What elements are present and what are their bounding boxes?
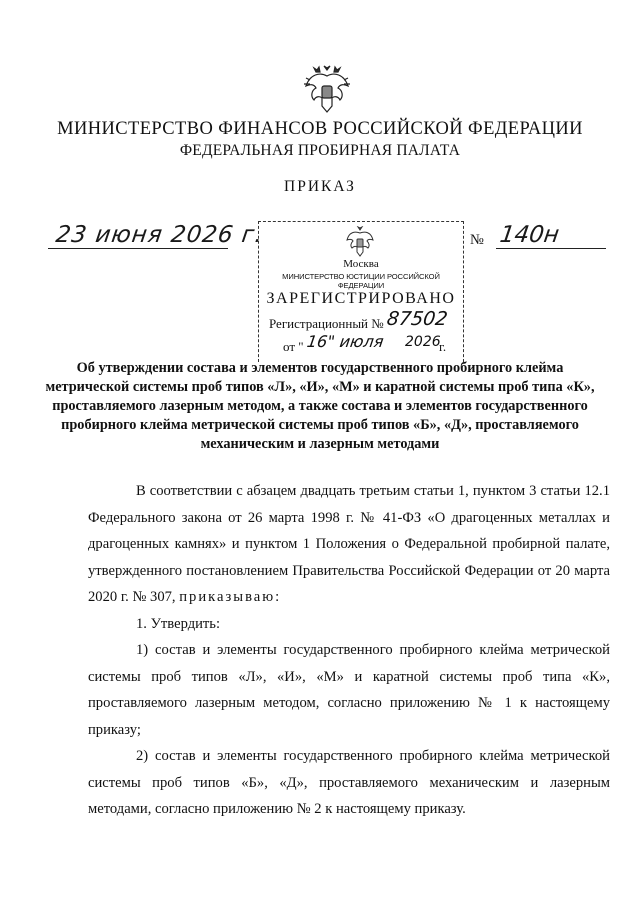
number-underline (496, 248, 606, 249)
item-1: 1. Утвердить: (136, 615, 221, 632)
chamber-name: ФЕДЕРАЛЬНАЯ ПРОБИРНАЯ ПАЛАТА (179, 142, 461, 159)
stamp-city: Москва (343, 258, 379, 270)
stamp-organization: МИНИСТЕРСТВО ЮСТИЦИИ РОССИЙСКОЙ ФЕДЕРАЦИИ (282, 272, 440, 290)
stamp-year-suffix: г. (439, 339, 447, 354)
date-underline (48, 248, 228, 249)
preamble-paragraph (88, 478, 610, 611)
document-type: ПРИКАЗ (284, 178, 356, 195)
handwritten-number: 140н (498, 222, 561, 248)
item-1-1: 1) состав и элементы государственного пробирного клейма метрической системы проб типов «Л», «И», «М» и каратной системы проб типа «К», проставляемого лазерным методом, согласно приложению № 1 к настоящему приказу; (88, 642, 610, 738)
stamp-date-prefix: от " (283, 339, 304, 354)
stamp-reg-number: 87502 (385, 308, 449, 330)
stamp-reg-label: Регистрационный № (269, 316, 384, 331)
stamp-title: ЗАРЕГИСТРИРОВАНО (266, 290, 456, 307)
preamble-text: В соответствии с абзацем двадцать третьим статьи 1, пунктом 3 статьи 12.1 Федерального закона от 26 марта 1998 г. № 41-ФЗ «О драгоценных металлах и драгоценных камнях» и пунктом 1 Положения о Федеральной пробирной палате, утвержденного постановлением Правительства Российской Федерации от 20 марта 2020 г. № 307, (88, 483, 610, 605)
item-1-2: 2) состав и элементы государственного пробирного клейма метрической системы проб типов «Б», «Д», проставляемого механическим и лазерным методами, согласно приложению № 2 к настоящему приказу. (88, 748, 610, 817)
order-word: приказываю: (179, 589, 282, 605)
coat-of-arms-emblem (302, 64, 352, 116)
order-body (88, 478, 610, 823)
stamp-date: 16" июля (305, 332, 385, 351)
handwritten-date: 23 июня 2026 г. (54, 222, 266, 248)
stamp-emblem-icon (345, 226, 375, 258)
registration-stamp (258, 221, 464, 362)
stamp-year: 2026 (405, 334, 441, 350)
number-sign: № (470, 232, 484, 248)
ministry-name: МИНИСТЕРСТВО ФИНАНСОВ РОССИЙСКОЙ ФЕДЕРАЦИИ (57, 119, 583, 139)
order-subject: Об утверждении состава и элементов государственного пробирного клейма метрической системы проб типов «Л», «И», «М» и каратной системы проб типа «К», проставляемого лазерным методом, а также состава и элементов государственного пробирного клейма метрической системы проб типов «Б», «Д», проставляемого механическим и лазерным методами (45, 360, 595, 452)
